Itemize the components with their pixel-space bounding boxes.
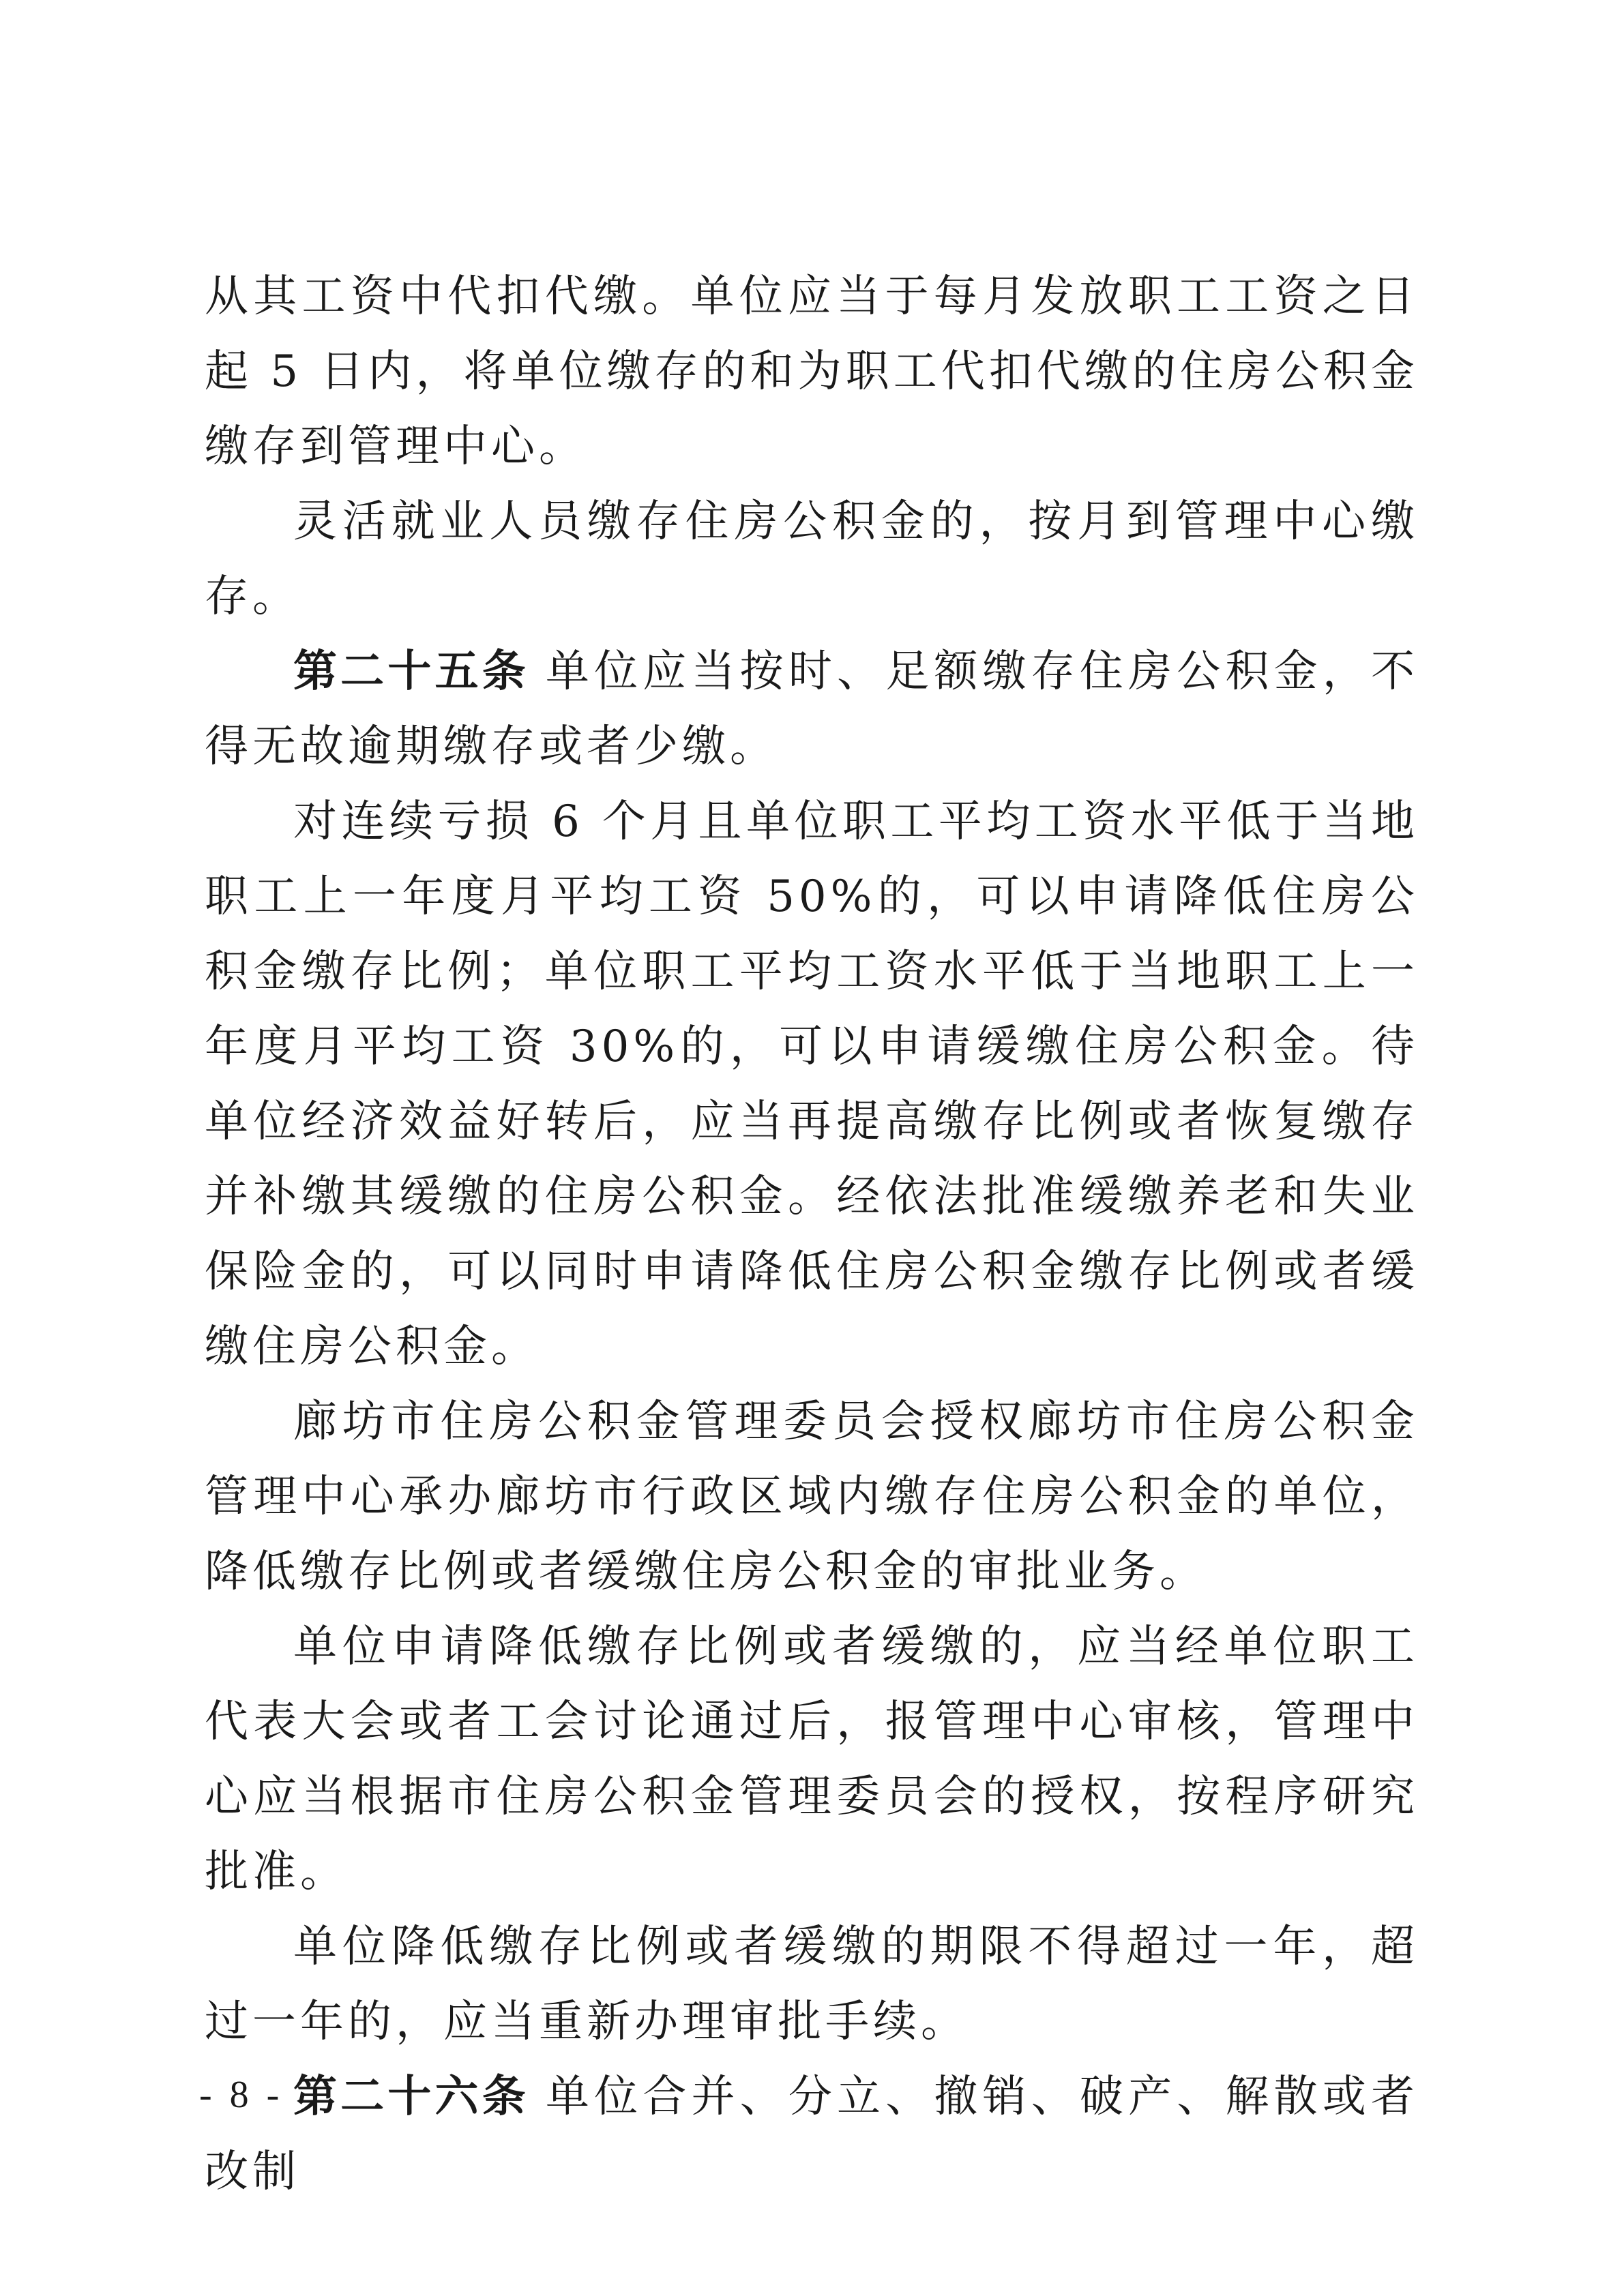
document-body [205,259,1419,2209]
paragraph-6-text: 单位申请降低缴存比例或者缓缴的，应当经单位职工代表大会或者工会讨论通过后，报管理中心审核，管理中心应当根据市住房公积金管理委员会的授权，按程序研究批准。 [205,1622,1419,1897]
paragraph-2 [205,484,1419,634]
article-25-paragraph [205,634,1419,784]
paragraph-1-text: 从其工资中代扣代缴。单位应当于每月发放职工工资之日起 5 日内，将单位缴存的和为职工代扣代缴的住房公积金缴存到管理中心。 [205,271,1419,472]
paragraph-4 [205,784,1419,1384]
page-number: - 8 - [199,2074,284,2116]
paragraph-6 [205,1609,1419,1909]
paragraph-1 [205,259,1419,484]
paragraph-5 [205,1384,1419,1609]
paragraph-7 [205,1909,1419,2059]
article-25-heading: 第二十五条 [293,646,529,697]
article-26-heading: 第二十六条 [293,2072,529,2122]
paragraph-7-text: 单位降低缴存比例或者缓缴的期限不得超过一年，超过一年的，应当重新办理审批手续。 [205,1922,1419,2047]
article-25-text: 单位应当按时、足额缴存住房公积金，不得无故逾期缴存或者少缴。 [205,646,1419,772]
article-26-text: 单位合并、分立、撤销、破产、解散或者改制 [205,2072,1419,2197]
paragraph-5-text: 廊坊市住房公积金管理委员会授权廊坊市住房公积金管理中心承办廊坊市行政区域内缴存住房公积金的单位，降低缴存比例或者缓缴住房公积金的审批业务。 [205,1397,1419,1597]
paragraph-4-text: 对连续亏损 6 个月且单位职工平均工资水平低于当地职工上一年度月平均工资 50%的，可以申请降低住房公积金缴存比例；单位职工平均工资水平低于当地职工上一年度月平均工资 30%的，可以申请缓缴住房公积金。待单位经济效益好转后，应当再提高缴存比例或者恢复缴存并补缴其缓缴的住房公积金。经依法批准缓缴养老和失业保险金的，可以同时申请降低住房公积金缴存比例或者缓缴住房公积金。 [205,796,1419,1372]
paragraph-2-text: 灵活就业人员缴存住房公积金的，按月到管理中心缴存。 [205,496,1419,622]
article-26-paragraph [205,2059,1419,2209]
